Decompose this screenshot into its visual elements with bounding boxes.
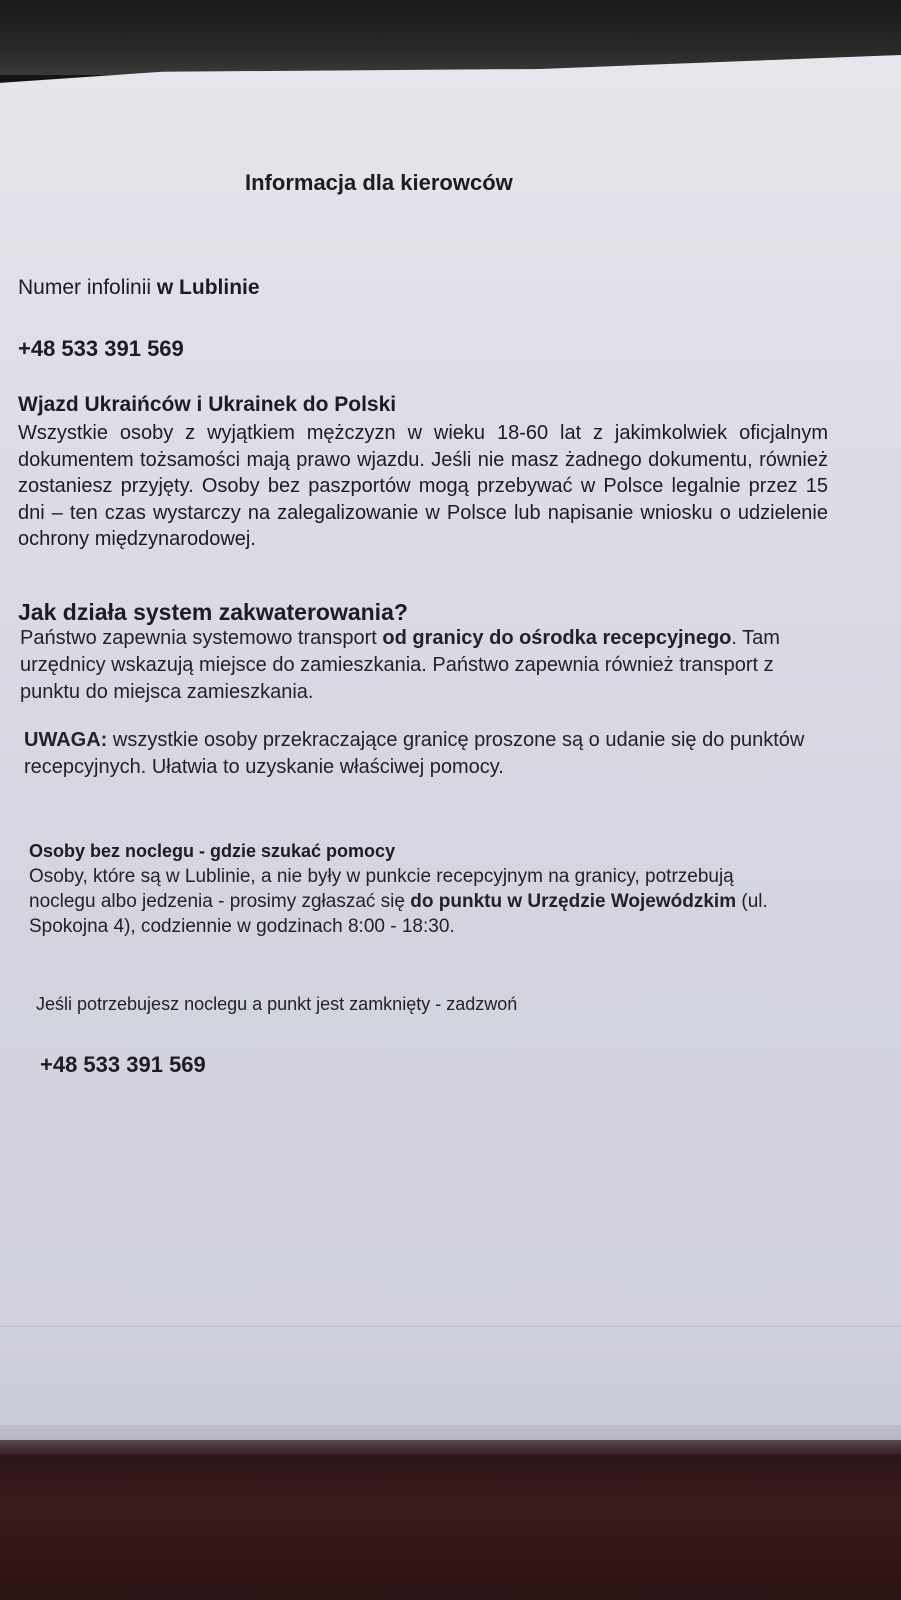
infoline-city: w Lublinie <box>156 276 260 299</box>
uwaga-text: wszystkie osoby przekraczające granicę proszone są o udanie się do punktów recepcyjnych. Ułatwia to uzyskanie właściwej pomocy. <box>24 729 805 778</box>
housing-heading: Jak działa system zakwaterowania? <box>18 599 408 625</box>
shelter-phone: +48 533 391 569 <box>40 1052 206 1077</box>
shelter-text-2: (ul. Spokojna 4), codziennie w godzinach 8:00 - 18:30. <box>29 891 768 937</box>
tape-strip <box>0 1425 901 1455</box>
uwaga-label: UWAGA: <box>24 729 108 751</box>
shelter-paragraph <box>29 864 789 939</box>
entry-paragraph: Wszystkie osoby z wyjątkiem mężczyzn w wieku 18-60 lat z jakimkolwiek oficjalnym dokumentem tożsamości mają prawo wjazdu. Jeśli nie masz żadnego dokumentu, również zostaniesz przyjęty. Osoby bez paszportów mogą przebywać w Polsce legalnie przez 15 dni – ten czas wystarczy na zalegalizowanie w Polsce lub napisanie wniosku o udzielenie ochrony międzynarodowej. <box>18 422 828 550</box>
shelter-call-text: Jeśli potrzebujesz noclegu a punkt jest zamknięty - zadzwoń <box>36 994 518 1014</box>
shelter-text-1: Osoby, które są w Lublinie, a nie były w punkcie recepcyjnym na granicy, potrzebują noclegu albo jedzenia - prosimy zgłaszać się <box>29 866 734 912</box>
infoline-text: Numer infolinii <box>18 276 157 299</box>
entry-heading: Wjazd Ukraińców i Ukrainek do Polski <box>18 393 397 416</box>
shelter-heading: Osoby bez noclegu - gdzie szukać pomocy <box>29 841 396 861</box>
background-bottom <box>0 1440 901 1600</box>
document-title: Informacja dla kierowców <box>245 170 513 195</box>
housing-text-bold: od granicy do ośrodka recepcyjnego <box>382 627 732 649</box>
infoline-label <box>18 276 260 300</box>
housing-text-2: . Tam urzędnicy wskazują miejsce do zamieszkania. Państwo zapewnia również transport z punktu do miejsca zamieszkania. <box>20 627 780 703</box>
housing-paragraph <box>20 625 820 706</box>
shelter-text-bold: do punktu w Urzędzie Wojewódzkim <box>410 891 737 912</box>
housing-text-1: Państwo zapewnia systemowo transport <box>20 627 383 649</box>
uwaga-paragraph <box>24 727 824 781</box>
infoline-phone: +48 533 391 569 <box>18 336 184 361</box>
